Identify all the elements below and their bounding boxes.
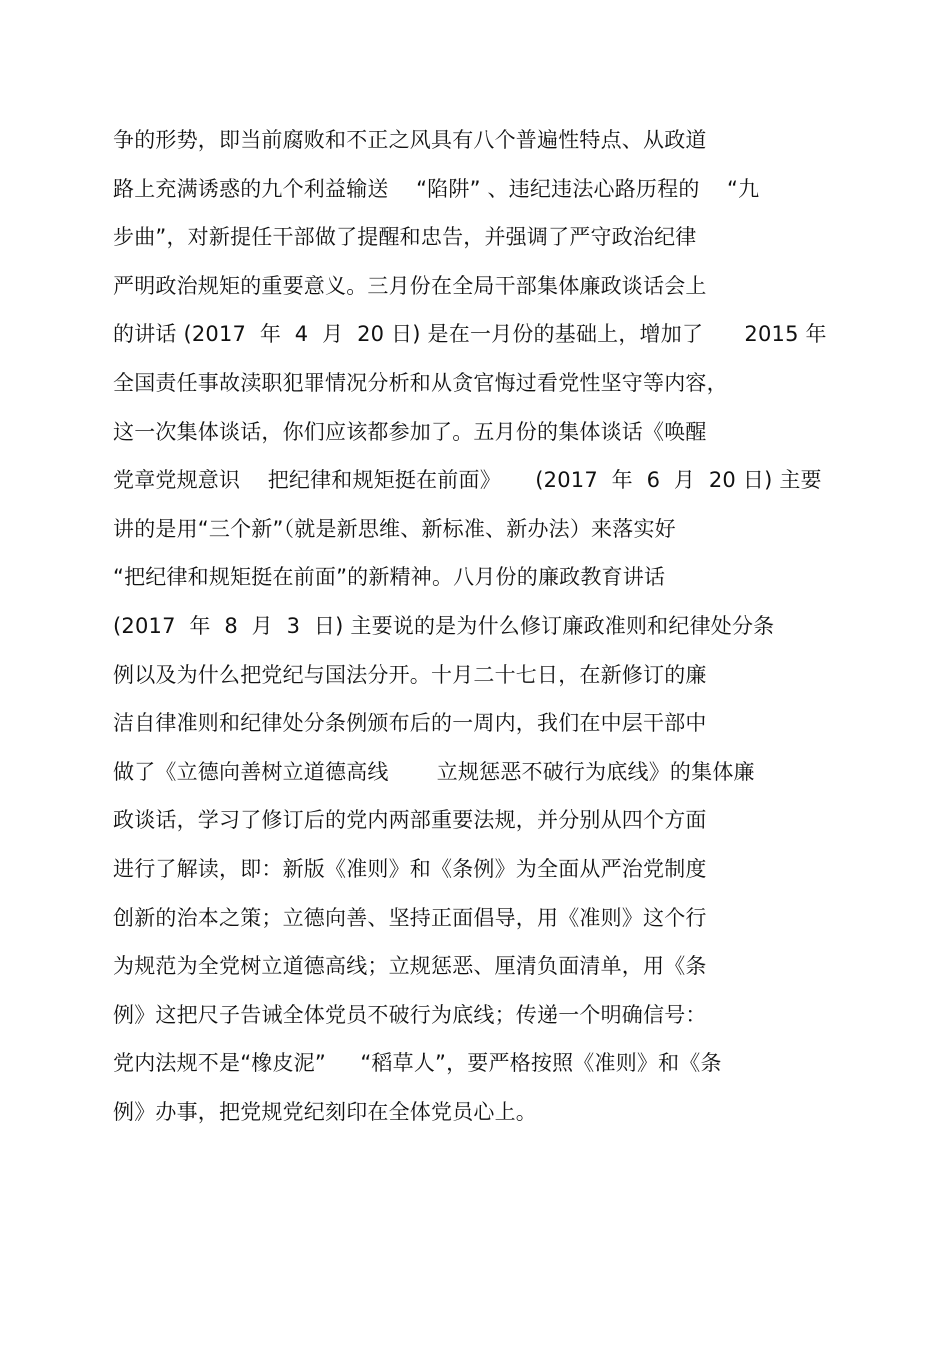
text-line: 步曲”，对新提任干部做了提醒和忠告，并强调了严守政治纪律 [113, 225, 697, 250]
text-line: 这一次集体谈话，你们应该都参加了。五月份的集体谈话《唤醒 [113, 419, 707, 444]
text-line: 的讲话 (2017 年 4 月 20 日) 是在一月份的基础上，增加了 2015 年 [113, 322, 827, 347]
text-line: 全国责任事故渎职犯罪情况分析和从贪官悔过看党性坚守等内容， [113, 370, 728, 395]
text-line: 创新的治本之策；立德向善、坚持正面倡导，用《准则》这个行 [113, 905, 707, 930]
text-line: “把纪律和规矩挺在前面”的新精神。八月份的廉政教育讲话 [113, 565, 666, 590]
text-line: 洁自律准则和纪律处分条例颁布后的一周内，我们在中层干部中 [113, 711, 707, 736]
text-line: 路上充满诱惑的九个利益输送 “陷阱” 、违纪违法心路历程的 “九 [113, 176, 760, 201]
text-line: 党章党规意识 把纪律和规矩挺在前面》 (2017 年 6 月 20 日) 主要 [113, 468, 822, 493]
text-line: 例》这把尺子告诫全体党员不破行为底线；传递一个明确信号： [113, 1002, 707, 1027]
text-line: (2017 年 8 月 3 日) 主要说的是为什么修订廉政准则和纪律处分条 [113, 613, 775, 638]
text-line: 为规范为全党树立道德高线；立规惩恶、厘清负面清单，用《条 [113, 954, 707, 979]
text-line: 做了《立德向善树立道德高线 立规惩恶不破行为底线》的集体廉 [113, 759, 755, 784]
body-text [113, 120, 843, 1140]
text-line: 例以及为什么把党纪与国法分开。十月二十七日，在新修订的廉 [113, 662, 707, 687]
text-line: 进行了解读，即：新版《准则》和《条例》为全面从严治党制度 [113, 856, 707, 881]
text-line: 争的形势，即当前腐败和不正之风具有八个普遍性特点、从政道 [113, 128, 707, 152]
text-line: 党内法规不是“橡皮泥” “稻草人”，要严格按照《准则》和《条 [113, 1051, 722, 1076]
text-line: 例》办事，把党规党纪刻印在全体党员心上。 [113, 1099, 537, 1124]
text-line: 严明政治规矩的重要意义。三月份在全局干部集体廉政谈话会上 [113, 273, 707, 298]
text-line: 政谈话，学习了修订后的党内两部重要法规，并分别从四个方面 [113, 808, 707, 833]
text-line: 讲的是用“三个新”（就是新思维、新标准、新办法）来落实好 [113, 516, 676, 541]
